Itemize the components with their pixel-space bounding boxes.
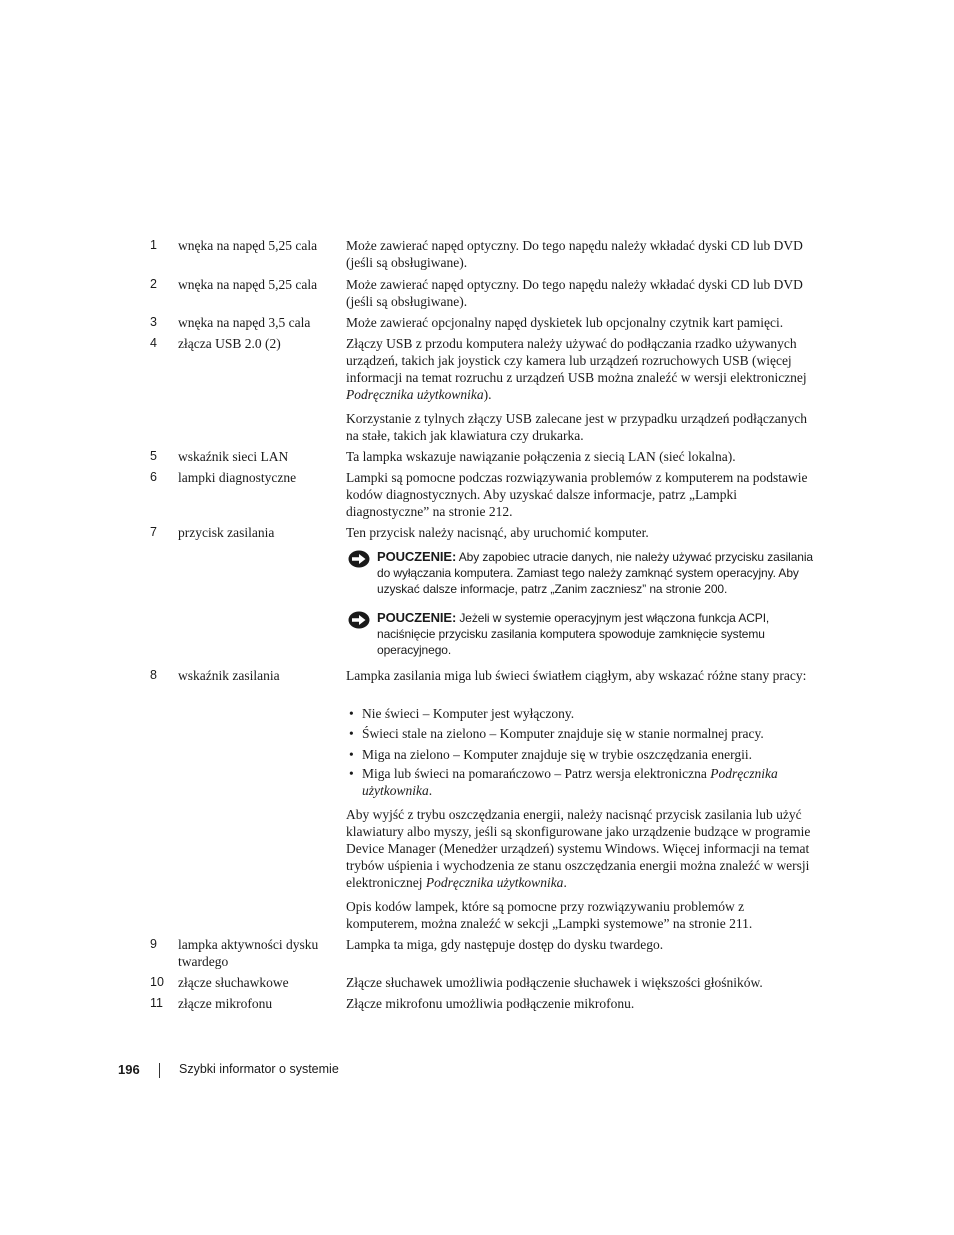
- row-number: 6: [150, 470, 157, 484]
- list-item: Nie świeci – Komputer jest wyłączony.: [362, 706, 575, 721]
- bullet-marker: •: [349, 706, 354, 721]
- row-term: wnęka na napęd 3,5 cala: [178, 315, 311, 330]
- footer-divider: [159, 1063, 160, 1078]
- list-item: Miga lub świeci na pomarańczowo – Patrz wersja elektroniczna Podręcznika użytkownika.: [362, 766, 778, 798]
- row-description: Złączy USB z przodu komputera należy używać do podłączania rzadko używanych urządzeń, takich jak joystick czy kamera lub urządzeń rozruchowych USB (więcej informacji na temat rozruchu z urządzeń USB można znaleźć w wersji elektronicznej Podręcznika użytkownika).: [346, 336, 807, 402]
- row-description: Może zawierać napęd optyczny. Do tego napędu należy wkładać dyski CD lub DVD (jeśli są obsługiwane).: [346, 238, 803, 270]
- row-number: 7: [150, 525, 157, 539]
- row-description: Ten przycisk należy nacisnąć, aby uruchomić komputer.: [346, 525, 649, 540]
- notice-arrow-icon: [348, 611, 370, 629]
- row-number: 4: [150, 336, 157, 350]
- row-term: lampka aktywności dysku twardego: [178, 937, 319, 969]
- row-number: 1: [150, 238, 157, 252]
- row-term: wnęka na napęd 5,25 cala: [178, 238, 318, 253]
- row-description: Złącze słuchawek umożliwia podłączenie słuchawek i większości głośników.: [346, 975, 763, 990]
- row-term: wskaźnik sieci LAN: [178, 449, 289, 464]
- row-number: 9: [150, 937, 157, 951]
- list-item: Świeci stale na zielono – Komputer znajduje się w stanie normalnej pracy.: [362, 726, 764, 741]
- page-number: 196: [118, 1062, 140, 1077]
- row-number: 3: [150, 315, 157, 329]
- row-number: 8: [150, 668, 157, 682]
- row-term: wskaźnik zasilania: [178, 668, 280, 683]
- row-description: Może zawierać napęd optyczny. Do tego napędu należy wkładać dyski CD lub DVD (jeśli są obsługiwane).: [346, 277, 803, 309]
- row-description-secondary: Korzystanie z tylnych złączy USB zalecane jest w przypadku urządzeń podłączanych na stałe, takich jak klawiatura czy drukarka.: [346, 411, 808, 443]
- row-description: Złącze mikrofonu umożliwia podłączenie mikrofonu.: [346, 996, 635, 1011]
- row-number: 5: [150, 449, 157, 463]
- row-number: 10: [150, 975, 164, 989]
- row-description-tertiary: Opis kodów lampek, które są pomocne przy rozwiązywaniu problemów z komputerem, można znaleźć w sekcji „Lampki systemowe” na stronie 211.: [346, 899, 753, 931]
- row-term: przycisk zasilania: [178, 525, 275, 540]
- row-description: Lampka ta miga, gdy następuje dostęp do dysku twardego.: [346, 937, 664, 952]
- row-term: złącze słuchawkowe: [178, 975, 289, 990]
- bullet-marker: •: [349, 766, 354, 781]
- row-description: Ta lampka wskazuje nawiązanie połączenia z siecią LAN (sieć lokalna).: [346, 449, 736, 464]
- notice-text: POUCZENIE: Aby zapobiec utracie danych, nie należy używać przycisku zasilania do wyłączania komputera. Zamiast tego należy zamknąć system operacyjny. Aby uzyskać dalsze informacje, patrz „Zanim zaczniesz” na stronie 200.: [377, 549, 814, 596]
- row-number: 11: [150, 996, 163, 1010]
- row-term: wnęka na napęd 5,25 cala: [178, 277, 318, 292]
- bullet-marker: •: [349, 726, 354, 741]
- bullet-marker: •: [349, 747, 354, 762]
- row-description: Lampka zasilania miga lub świeci światłem ciągłym, aby wskazać różne stany pracy:: [346, 668, 807, 683]
- row-number: 2: [150, 277, 157, 291]
- row-description: Lampki są pomocne podczas rozwiązywania problemów z komputerem na podstawie kodów diagnostycznych. Aby uzyskać dalsze informacje, patrz „Lampki diagnostyczne” na stronie 212.: [346, 470, 808, 519]
- list-item: Miga na zielono – Komputer znajduje się w trybie oszczędzania energii.: [362, 747, 752, 762]
- row-description: Może zawierać opcjonalny napęd dyskietek lub opcjonalny czytnik kart pamięci.: [346, 315, 784, 330]
- notice-arrow-icon: [348, 550, 370, 568]
- row-term: lampki diagnostyczne: [178, 470, 297, 485]
- row-term: złącza USB 2.0 (2): [178, 336, 281, 351]
- footer-title: Szybki informator o systemie: [179, 1062, 339, 1076]
- notice-text: POUCZENIE: Jeżeli w systemie operacyjnym jest włączona funkcja ACPI, naciśnięcie przycisku zasilania komputera spowoduje zamknięcie systemu operacyjnego.: [377, 610, 770, 657]
- row-description-secondary: Aby wyjść z trybu oszczędzania energii, należy nacisnąć przycisk zasilania lub użyć klawiatury albo myszy, jeśli są skonfigurowane jako urządzenie budzące w programie Device Manager (Menedżer urządzeń) systemu Windows. Więcej informacji na temat trybów uśpienia i wychodzenia ze stanu oszczędzania energii można znaleźć w wersji elektronicznej Podręcznika użytkownika.: [346, 807, 811, 890]
- row-term: złącze mikrofonu: [178, 996, 273, 1011]
